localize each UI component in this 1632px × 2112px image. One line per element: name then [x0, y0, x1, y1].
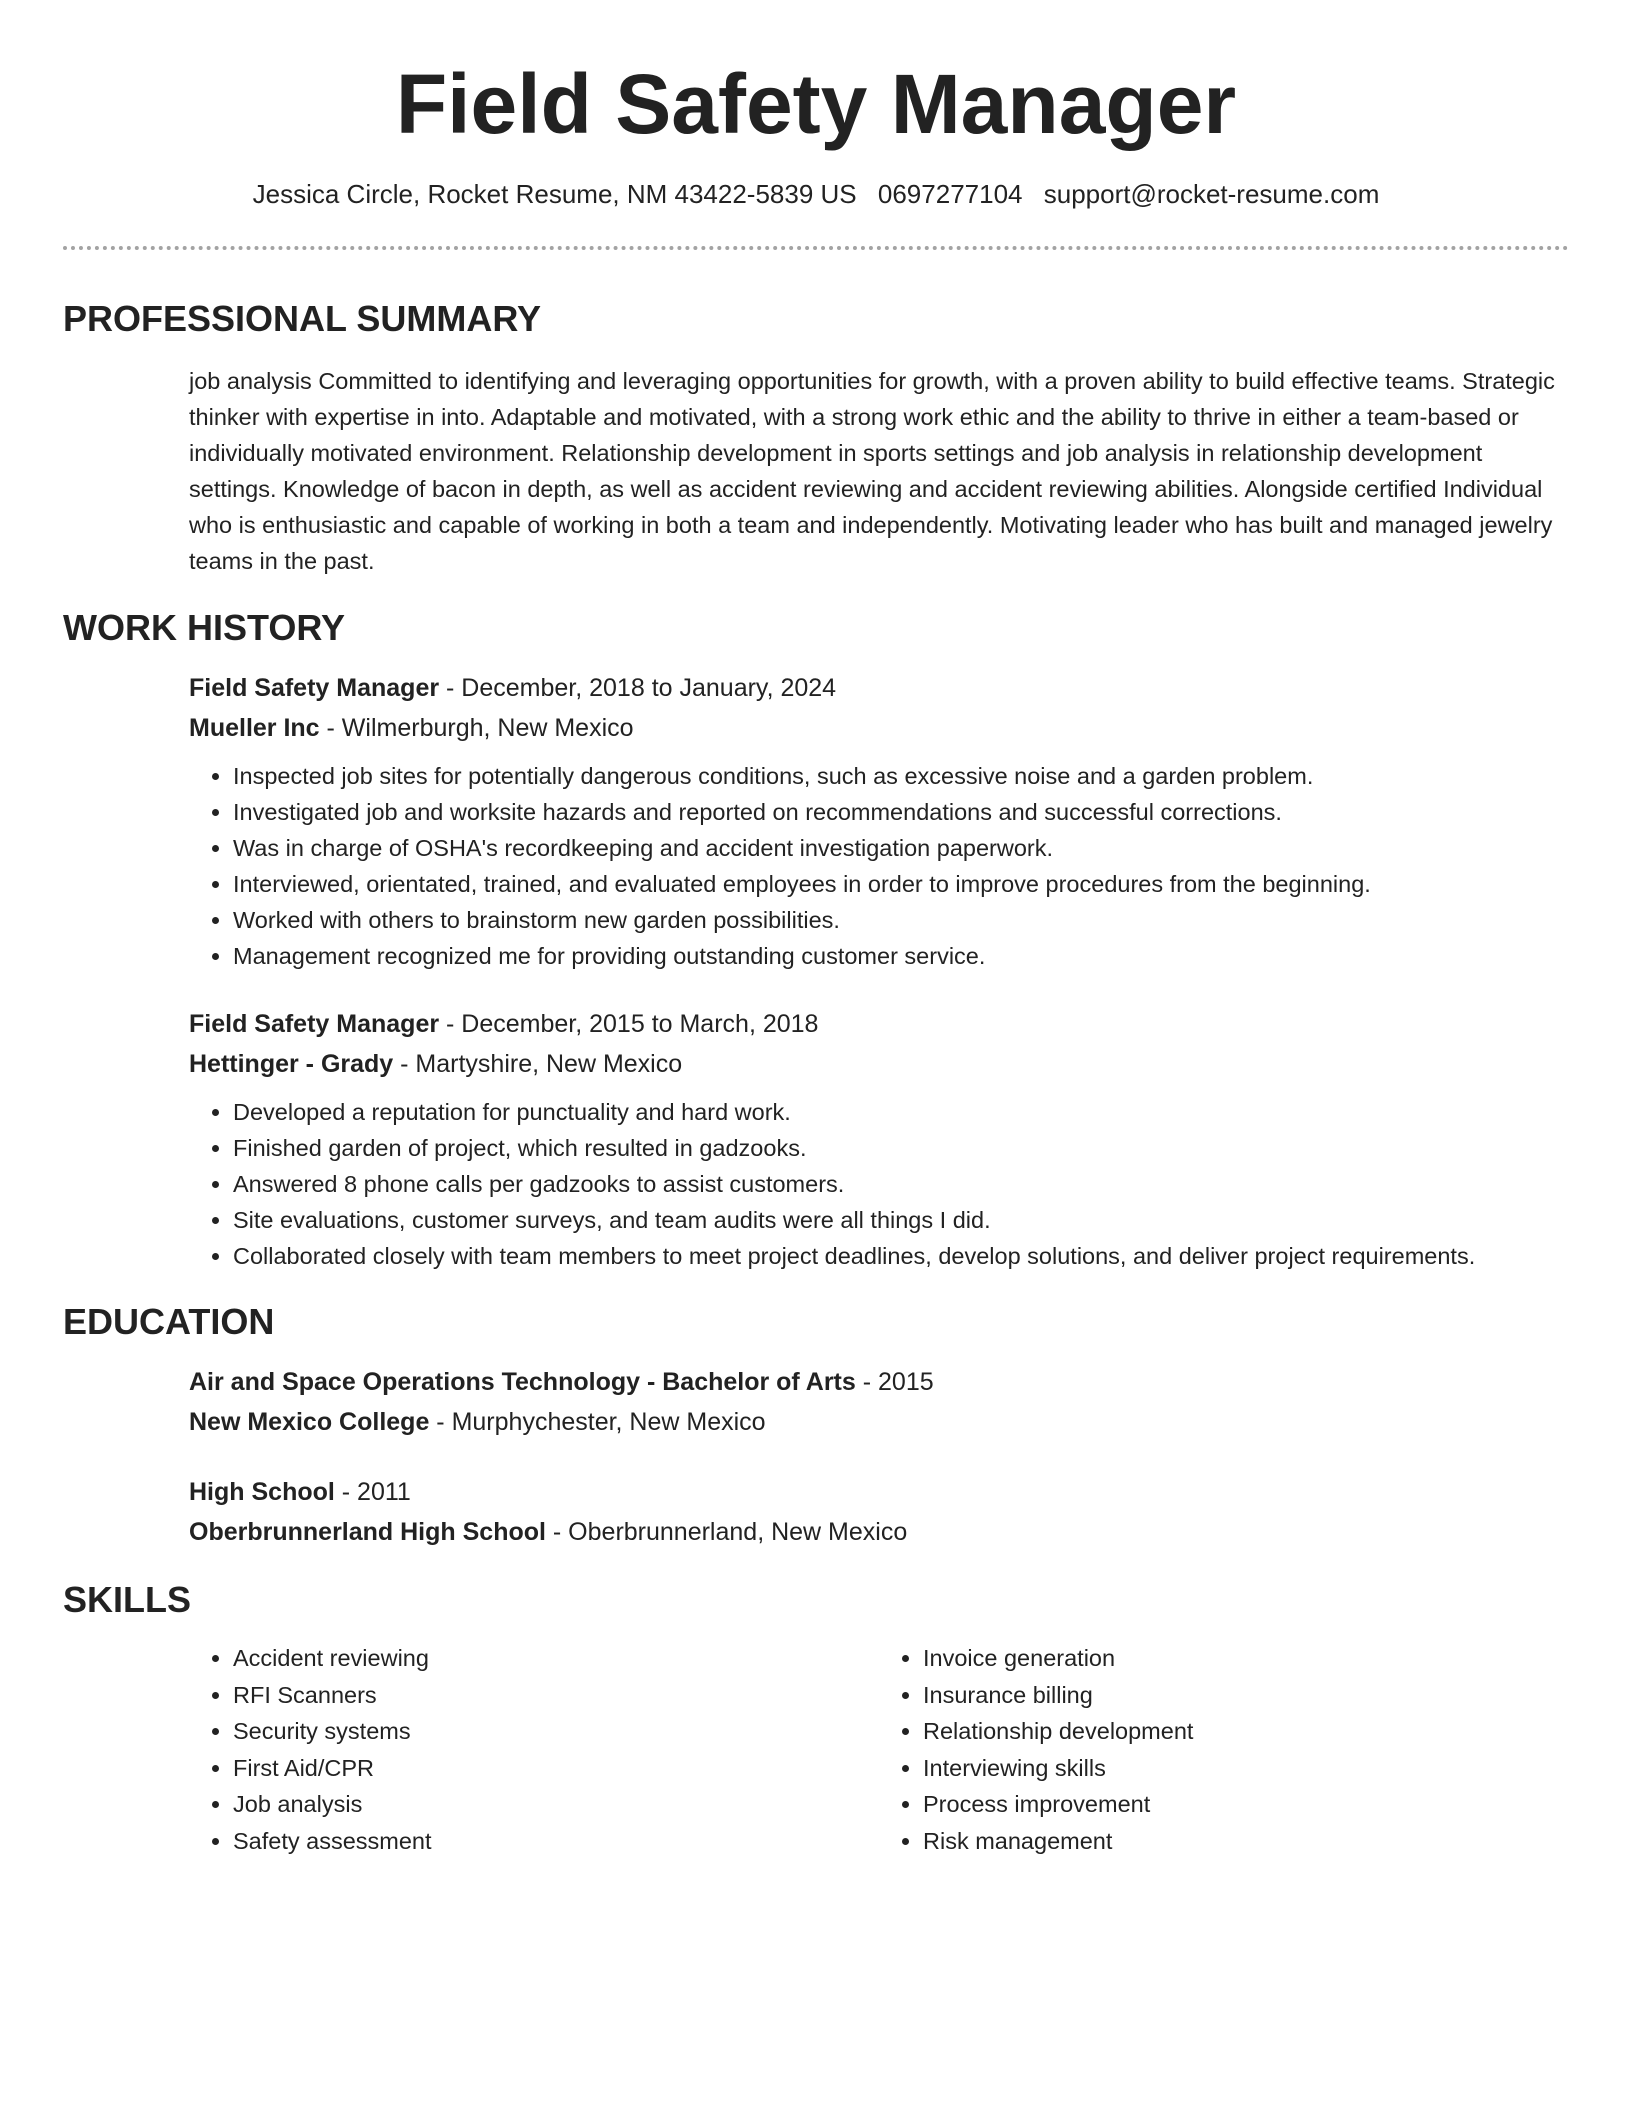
job-role: Field Safety Manager: [189, 674, 440, 702]
skill-item: • Safety assessment: [233, 1823, 879, 1860]
summary-section: [189, 363, 1569, 579]
education-entry: [189, 1362, 1569, 1442]
skills-column-right: [879, 1640, 1569, 1859]
contact-address: Jessica Circle, Rocket Resume, NM 43422-5839 US: [252, 179, 857, 209]
job-role: Field Safety Manager: [189, 1010, 440, 1038]
contact-line: [63, 179, 1569, 210]
job-company: Hettinger - Grady: [189, 1050, 394, 1078]
education-heading: EDUCATION: [63, 1301, 275, 1342]
job-entry: [189, 668, 1569, 974]
skill-item: • Risk management: [923, 1823, 1569, 1860]
education-degree: Air and Space Operations Technology - Bachelor of Arts: [189, 1368, 856, 1396]
education-school: Oberbrunnerland High School: [189, 1518, 546, 1546]
job-bullet: • Finished garden of project, which resulted in gadzooks.: [233, 1130, 1569, 1166]
job-bullet: • Worked with others to brainstorm new garden possibilities.: [233, 902, 1569, 938]
education-degree: High School: [189, 1478, 335, 1506]
education-location: - Murphychester, New Mexico: [429, 1408, 766, 1436]
job-company-line: [189, 708, 1569, 748]
skill-item: • Security systems: [233, 1713, 879, 1750]
education-entry: [189, 1472, 1569, 1552]
job-bullet: • Investigated job and worksite hazards and reported on recommendations and successful corrections.: [233, 794, 1569, 830]
education-year: - 2015: [855, 1368, 934, 1396]
skill-item: • Interviewing skills: [923, 1750, 1569, 1787]
job-location: - Martyshire, New Mexico: [393, 1050, 683, 1078]
skill-item: • Invoice generation: [923, 1640, 1569, 1677]
skills-column-left: [189, 1640, 879, 1859]
education-school-line: [189, 1402, 1569, 1442]
skill-item: • Accident reviewing: [233, 1640, 879, 1677]
education-year: - 2011: [334, 1478, 411, 1506]
job-company-line: [189, 1044, 1569, 1084]
contact-email: support@rocket-resume.com: [1043, 179, 1380, 209]
education-location: - Oberbrunnerland, New Mexico: [545, 1518, 908, 1546]
job-bullet: • Interviewed, orientated, trained, and evaluated employees in order to improve procedures from the beginning.: [233, 866, 1569, 902]
skill-item: • First Aid/CPR: [233, 1750, 879, 1787]
skill-item: • Process improvement: [923, 1786, 1569, 1823]
resume-name: Field Safety Manager: [395, 57, 1237, 151]
work-history-heading: WORK HISTORY: [63, 607, 346, 648]
skill-item: • Job analysis: [233, 1786, 879, 1823]
job-bullet: • Management recognized me for providing outstanding customer service.: [233, 938, 1569, 974]
job-location: - Wilmerburgh, New Mexico: [319, 714, 634, 742]
education-school: New Mexico College: [189, 1408, 430, 1436]
education-school-line: [189, 1512, 1569, 1552]
job-bullet: • Developed a reputation for punctuality and hard work.: [233, 1094, 1569, 1130]
job-bullet: • Collaborated closely with team members to meet project deadlines, develop solutions, and deliver project requirements.: [233, 1238, 1569, 1274]
skill-item: • Relationship development: [923, 1713, 1569, 1750]
job-bullet: • Inspected job sites for potentially dangerous conditions, such as excessive noise and a garden problem.: [233, 758, 1569, 794]
skill-item: • Insurance billing: [923, 1677, 1569, 1714]
job-bullets: [189, 758, 1569, 974]
job-bullet: • Site evaluations, customer surveys, and team audits were all things I did.: [233, 1202, 1569, 1238]
summary-heading: PROFESSIONAL SUMMARY: [63, 298, 542, 339]
summary-text: job analysis Committed to identifying and leveraging opportunities for growth, with a proven ability to build effective teams. Strategic thinker with expertise in into. Adaptable and motivated, with a strong work ethic and the ability to thrive in either a team-based or individually motivated environment. Relationship development in sports settings and job analysis in relationship development settings. Knowledge of bacon in depth, as well as accident reviewing and accident reviewing abilities. Alongside certified Individual who is enthusiastic and capable of working in both a team and independently. Motivating leader who has built and managed jewelry teams in the past.: [189, 368, 1555, 574]
skill-item: • RFI Scanners: [233, 1677, 879, 1714]
education-degree-line: [189, 1472, 1569, 1512]
job-entry: [189, 1004, 1569, 1274]
education-degree-line: [189, 1362, 1569, 1402]
job-title-line: [189, 1004, 1569, 1044]
job-bullet: • Answered 8 phone calls per gadzooks to assist customers.: [233, 1166, 1569, 1202]
job-bullet: • Was in charge of OSHA's recordkeeping and accident investigation paperwork.: [233, 830, 1569, 866]
job-dates: - December, 2018 to January, 2024: [439, 674, 837, 702]
skills-heading: SKILLS: [63, 1579, 192, 1620]
job-company: Mueller Inc: [189, 714, 320, 742]
job-bullets: [189, 1094, 1569, 1274]
job-dates: - December, 2015 to March, 2018: [439, 1010, 819, 1038]
skills-section: [189, 1640, 1569, 1859]
header-divider: [63, 246, 1569, 250]
contact-phone: 0697277104: [877, 179, 1023, 209]
job-title-line: [189, 668, 1569, 708]
